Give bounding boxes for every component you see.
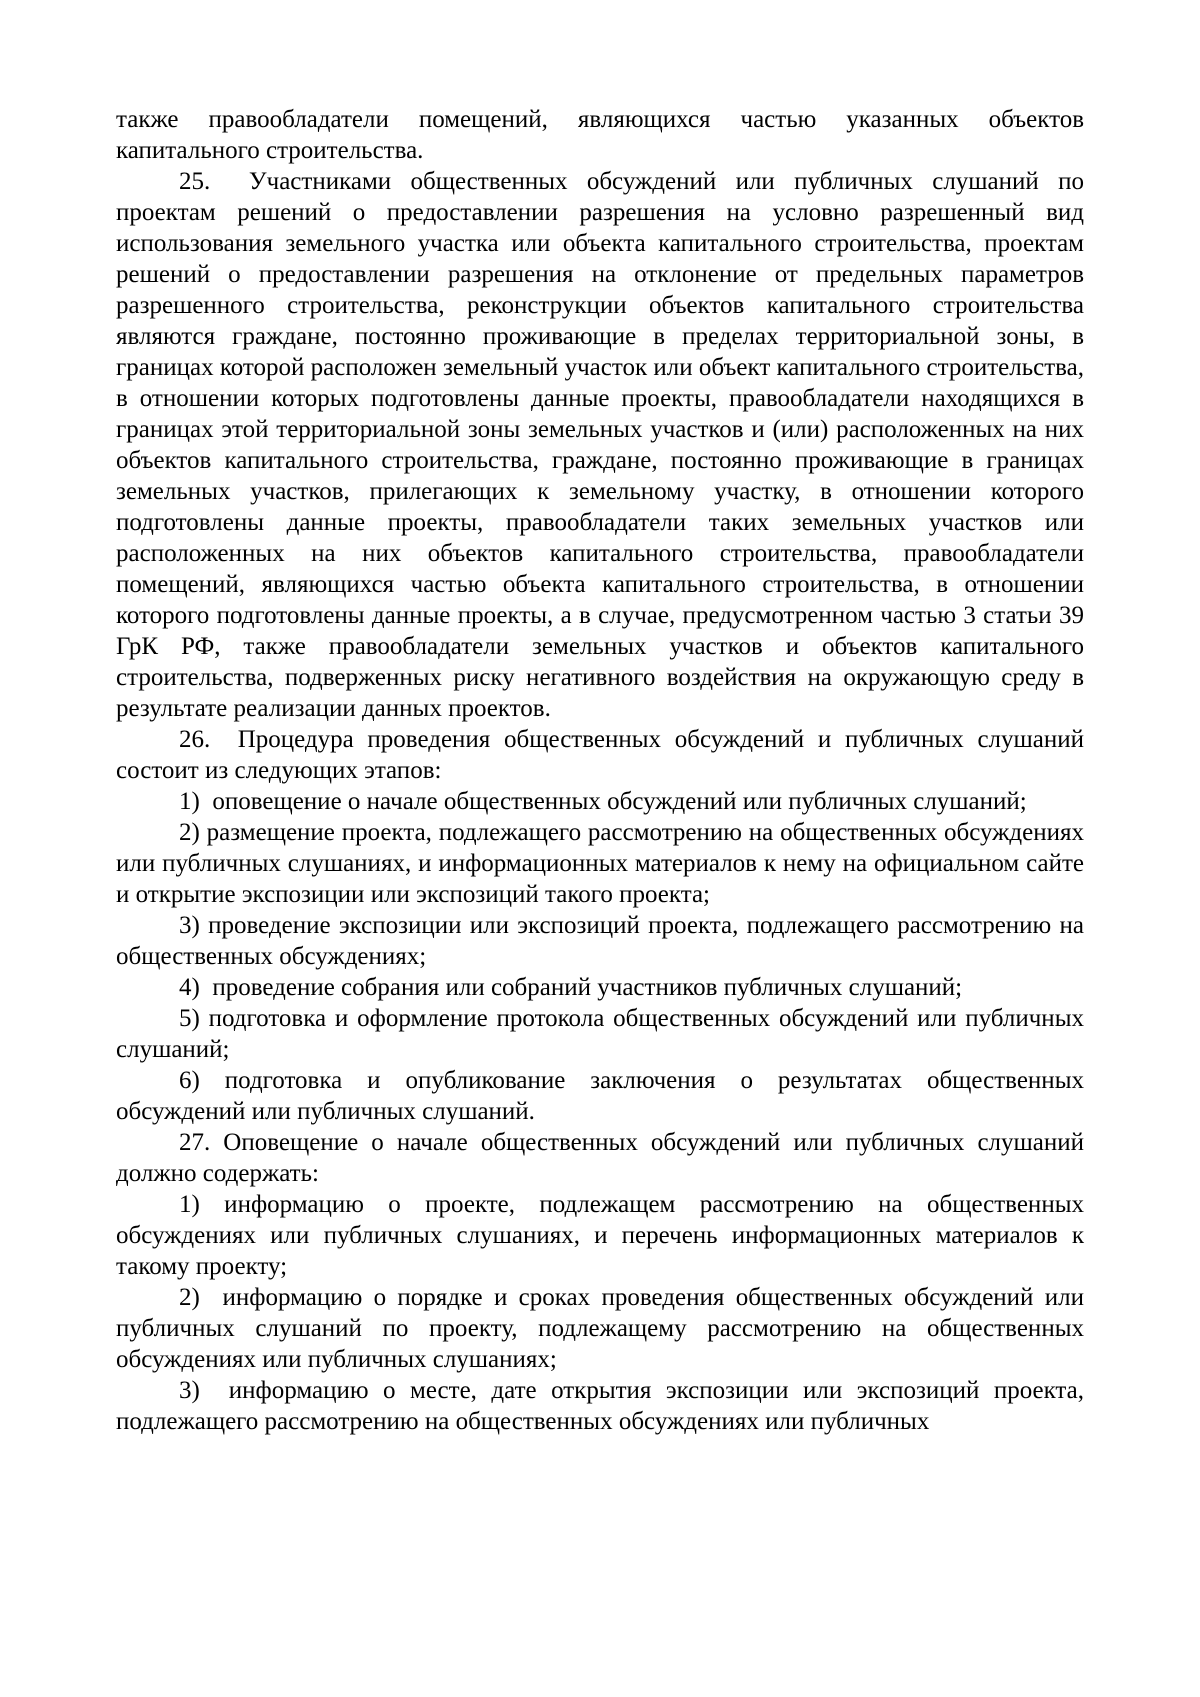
list-item-27-1: 1) информацию о проекте, подлежащем рассмотрению на общественных обсуждениях или публичных слушаниях, и перечень информационных материалов к такому проекту; xyxy=(116,1191,1084,1280)
paragraph-26: 26. Процедура проведения общественных обсуждений и публичных слушаний состоит из следующих этапов: xyxy=(116,726,1084,784)
list-item-26-6: 6) подготовка и опубликование заключения о результатах общественных обсуждений или публичных слушаний. xyxy=(116,1067,1084,1125)
list-item-27-2: 2) информацию о порядке и сроках проведения общественных обсуждений или публичных слушаний по проекту, подлежащему рассмотрению на общественных обсуждениях или публичных слушаниях; xyxy=(116,1284,1084,1373)
paragraph-27: 27. Оповещение о начале общественных обсуждений или публичных слушаний должно содержать: xyxy=(116,1129,1084,1187)
list-item-26-1: 1) оповещение о начале общественных обсуждений или публичных слушаний; xyxy=(179,788,1027,815)
list-item-27-3: 3) информацию о месте, дате открытия экспозиции или экспозиций проекта, подлежащего рассмотрению на общественных обсуждениях или публичных xyxy=(116,1377,1084,1435)
list-item-26-3: 3) проведение экспозиции или экспозиций проекта, подлежащего рассмотрению на общественных обсуждениях; xyxy=(116,912,1084,970)
paragraph-continuation: также правообладатели помещений, являющихся частью указанных объектов капитального строительства. xyxy=(116,106,1084,164)
list-item-26-2: 2) размещение проекта, подлежащего рассмотрению на общественных обсуждениях или публичных слушаниях, и информационных материалов к нему на официальном сайте и открытие экспозиции или экспозиций такого проекта; xyxy=(116,819,1084,908)
list-item-26-5: 5) подготовка и оформление протокола общественных обсуждений или публичных слушаний; xyxy=(116,1005,1084,1063)
list-item-26-4: 4) проведение собрания или собраний участников публичных слушаний; xyxy=(179,974,963,1001)
document-page xyxy=(116,104,1084,1437)
paragraph-25: 25. Участниками общественных обсуждений или публичных слушаний по проектам решений о предоставлении разрешения на условно разрешенный вид использования земельного участка или объекта капитального строительства, проектам решений о предоставлении разрешения на отклонение от предельных параметров разрешенного строительства, реконструкции объектов капитального строительства являются граждане, постоянно проживающие в пределах территориальной зоны, в границах которой расположен земельный участок или объект капитального строительства, в отношении которых подготовлены данные проекты, правообладатели находящихся в границах этой территориальной зоны земельных участков и (или) расположенных на них объектов капитального строительства, граждане, постоянно проживающие в границах земельных участков, прилегающих к земельному участку, в отношении которого подготовлены данные проекты, правообладатели таких земельных участков или расположенных на них объектов капитального строительства, правообладатели помещений, являющихся частью объекта капитального строительства, в отношении которого подготовлены данные проекты, а в случае, предусмотренном частью 3 статьи 39 ГрК РФ, также правообладатели земельных участков и объектов капитального строительства, подверженных риску негативного воздействия на окружающую среду в результате реализации данных проектов. xyxy=(116,168,1084,722)
